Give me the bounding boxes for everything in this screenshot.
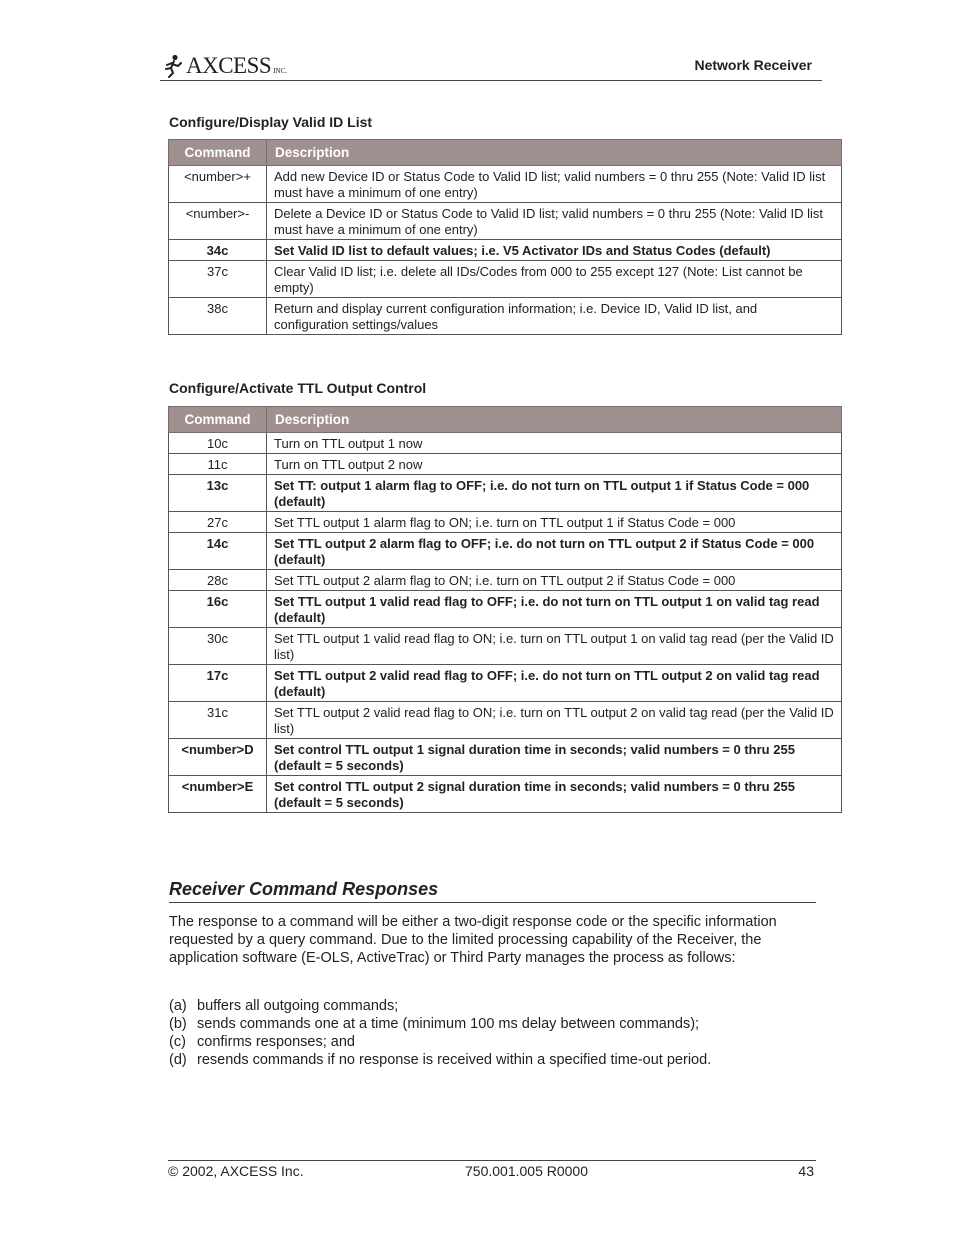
command-cell: 10c [169, 433, 267, 454]
description-cell: Set control TTL output 1 signal duration time in seconds; valid numbers = 0 thru 255 (default = 5 seconds) [267, 739, 842, 776]
section-heading-responses: Receiver Command Responses [169, 879, 816, 903]
table-row [169, 591, 842, 628]
command-cell: 11c [169, 454, 267, 475]
description-cell: Set Valid ID list to default values; i.e. V5 Activator IDs and Status Codes (default) [267, 240, 842, 261]
column-header-description: Description [267, 407, 842, 433]
section-title-ttl-output: Configure/Activate TTL Output Control [169, 380, 427, 396]
table-row [169, 454, 842, 475]
command-cell: 16c [169, 591, 267, 628]
footer-page-number: 43 [798, 1163, 814, 1179]
description-cell: Set control TTL output 2 signal duration time in seconds; valid numbers = 0 thru 255 (default = 5 seconds) [267, 776, 842, 813]
responses-list [169, 997, 819, 1069]
page-footer [168, 1160, 816, 1183]
table-row [169, 665, 842, 702]
command-cell: 28c [169, 570, 267, 591]
list-item-text: buffers all outgoing commands; [197, 998, 399, 1014]
description-cell: Add new Device ID or Status Code to Valid ID list; valid numbers = 0 thru 255 (Note: Valid ID list must have a minimum of one entry) [267, 166, 842, 203]
table-row [169, 570, 842, 591]
table-row [169, 475, 842, 512]
list-marker: (c) [169, 1034, 186, 1050]
list-item [169, 1051, 819, 1069]
list-item-text: resends commands if no response is received within a specified time-out period. [197, 1052, 712, 1068]
section-title-valid-id: Configure/Display Valid ID List [169, 114, 373, 130]
description-cell: Set TTL output 1 alarm flag to ON; i.e. turn on TTL output 1 if Status Code = 000 [267, 512, 842, 533]
description-cell: Return and display current configuration information; i.e. Device ID, Valid ID list, and configuration settings/values [267, 298, 842, 335]
list-item-text: sends commands one at a time (minimum 100 ms delay between commands); [197, 1016, 700, 1032]
table-row [169, 628, 842, 665]
command-cell: 17c [169, 665, 267, 702]
column-header-command: Command [169, 140, 267, 166]
command-cell: 30c [169, 628, 267, 665]
description-cell: Set TTL output 2 alarm flag to OFF; i.e. do not turn on TTL output 2 if Status Code = 000 (default) [267, 533, 842, 570]
table-row [169, 298, 842, 335]
description-cell: Set TT: output 1 alarm flag to OFF; i.e. do not turn on TTL output 1 if Status Code = 000 (default) [267, 475, 842, 512]
table-header-row [169, 140, 842, 166]
header-title: Network Receiver [694, 57, 812, 73]
command-cell: <number>- [169, 203, 267, 240]
list-marker: (a) [169, 998, 187, 1014]
table-row [169, 261, 842, 298]
command-cell: 31c [169, 702, 267, 739]
list-item [169, 1015, 819, 1033]
table-row [169, 433, 842, 454]
description-cell: Delete a Device ID or Status Code to Valid ID list; valid numbers = 0 thru 255 (Note: Valid ID list must have a minimum of one entry) [267, 203, 842, 240]
list-marker: (d) [169, 1052, 187, 1068]
description-cell: Set TTL output 2 valid read flag to ON; i.e. turn on TTL output 2 on valid tag read (per the Valid ID list) [267, 702, 842, 739]
list-item-text: confirms responses; and [197, 1034, 355, 1050]
list-marker: (b) [169, 1016, 187, 1032]
column-header-description: Description [267, 140, 842, 166]
logo-wordmark: AXCESS [186, 53, 272, 78]
description-cell: Clear Valid ID list; i.e. delete all IDs/Codes from 000 to 255 except 127 (Note: List cannot be empty) [267, 261, 842, 298]
command-cell: 13c [169, 475, 267, 512]
responses-paragraph: The response to a command will be either a two-digit response code or the specific information requested by a query command. Due to the limited processing capability of the Receiver, the application software (E-OLS, ActiveTrac) or Third Party manages the process as follows: [169, 914, 777, 966]
axcess-logo [160, 54, 287, 78]
description-cell: Set TTL output 1 valid read flag to ON; i.e. turn on TTL output 1 on valid tag read (per the Valid ID list) [267, 628, 842, 665]
description-cell: Set TTL output 2 valid read flag to OFF; i.e. do not turn on TTL output 2 on valid tag read (default) [267, 665, 842, 702]
table-row [169, 166, 842, 203]
column-header-command: Command [169, 407, 267, 433]
table-row [169, 702, 842, 739]
command-cell: <number>D [169, 739, 267, 776]
table-header-row [169, 407, 842, 433]
list-item [169, 997, 819, 1015]
command-cell: <number>+ [169, 166, 267, 203]
running-figure-icon [160, 54, 186, 78]
description-cell: Turn on TTL output 1 now [267, 433, 842, 454]
table-row [169, 240, 842, 261]
footer-copyright: © 2002, AXCESS Inc. [168, 1163, 304, 1179]
description-cell: Set TTL output 2 alarm flag to ON; i.e. turn on TTL output 2 if Status Code = 000 [267, 570, 842, 591]
table-row [169, 512, 842, 533]
table-row [169, 776, 842, 813]
command-cell: 27c [169, 512, 267, 533]
list-item [169, 1033, 819, 1051]
command-cell: 37c [169, 261, 267, 298]
footer-doc-number: 750.001.005 R0000 [465, 1163, 588, 1179]
table-row [169, 203, 842, 240]
valid-id-command-table [168, 139, 842, 335]
table-row [169, 739, 842, 776]
description-cell: Set TTL output 1 valid read flag to OFF; i.e. do not turn on TTL output 1 on valid tag read (default) [267, 591, 842, 628]
command-cell: <number>E [169, 776, 267, 813]
logo-inc: INC. [273, 67, 288, 75]
page-header [160, 50, 822, 81]
command-cell: 34c [169, 240, 267, 261]
command-cell: 38c [169, 298, 267, 335]
command-cell: 14c [169, 533, 267, 570]
table-row [169, 533, 842, 570]
description-cell: Turn on TTL output 2 now [267, 454, 842, 475]
ttl-output-command-table [168, 406, 842, 813]
